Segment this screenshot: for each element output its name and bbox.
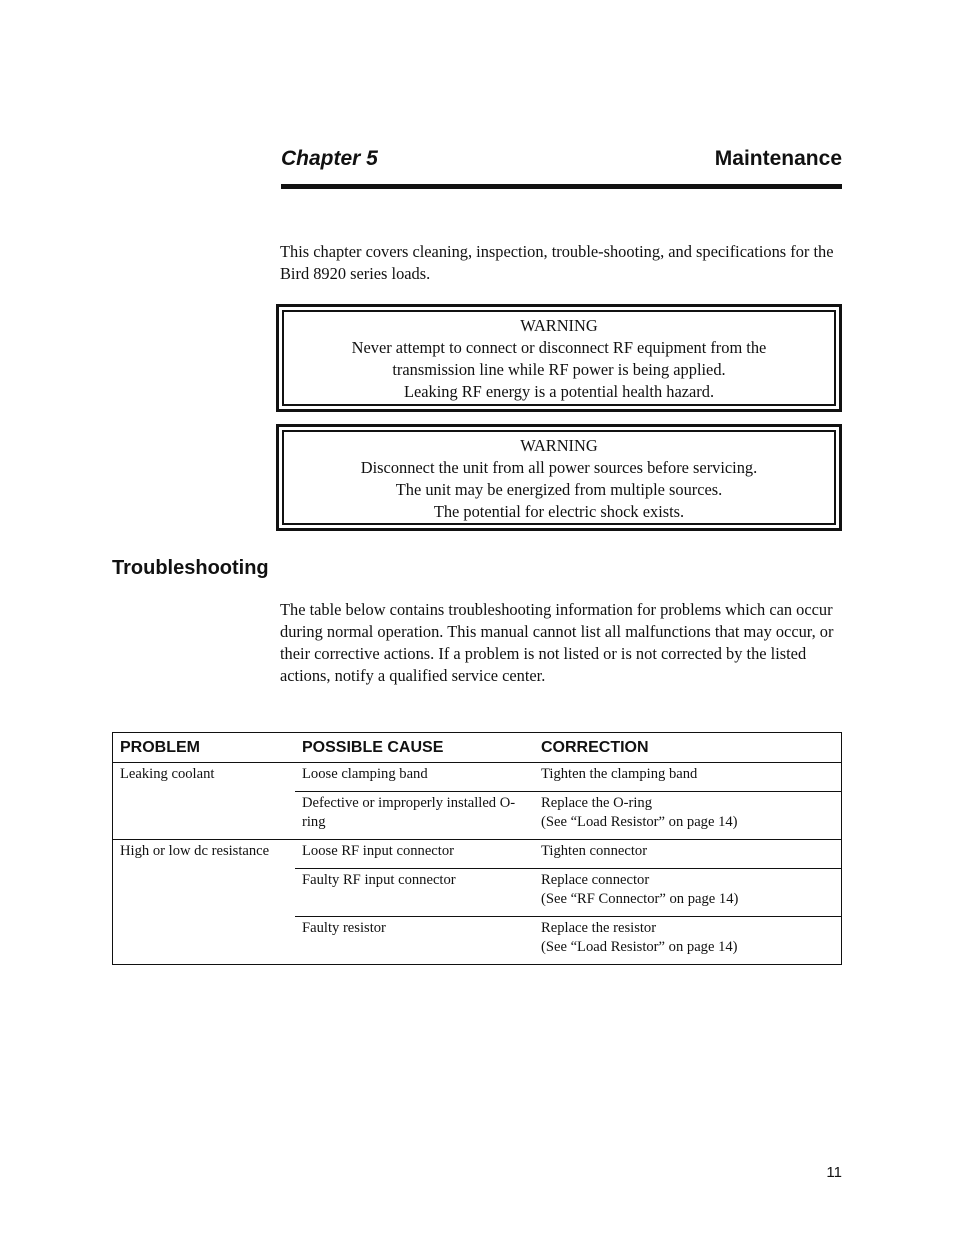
troubleshooting-paragraph: The table below contains troubleshooting information for problems which can occur during normal operation. This manual cannot list all malfunctions that may occur, or their corrective actions. If a problem is not listed or is not corrected by the listed actions, notify a qualified service center. [280,600,834,685]
chapter-header [281,147,842,189]
section-heading-troubleshooting: Troubleshooting [112,557,269,579]
warning-line: The potential for electric shock exists. [433,502,685,521]
warning-heading: WARNING [520,436,598,455]
warning-line: The unit may be energized from multiple sources. [395,480,723,499]
column-header-problem: PROBLEM [113,733,296,763]
table-header-row [113,733,842,763]
column-header-correction: CORRECTION [534,733,842,763]
warning-line: Leaking RF energy is a potential health hazard. [403,382,715,401]
correction-line: Replace the resistor [541,920,657,936]
correction-line: Tighten connector [541,843,648,859]
correction-cell [534,792,842,840]
correction-line: (See “Load Resistor” on page 14) [541,939,738,955]
problem-cell: High or low dc resistance [113,840,296,965]
cause-cell: Faulty RF input connector [295,869,534,917]
column-header-cause: POSSIBLE CAUSE [295,733,534,763]
warning-line: Disconnect the unit from all power sources before servicing. [360,458,758,477]
correction-line: (See “Load Resistor” on page 14) [541,814,738,830]
correction-cell [534,763,842,792]
correction-line: (See “RF Connector” on page 14) [541,891,739,907]
table-row [113,763,842,792]
warning-box-rf [276,304,842,412]
intro-paragraph: This chapter covers cleaning, inspection, trouble-shooting, and specifications for the Bird 8920 series loads. [280,242,834,283]
warning-line: transmission line while RF power is being applied. [392,360,726,379]
cause-cell: Loose clamping band [295,763,534,792]
table-row [113,840,842,869]
correction-cell [534,869,842,917]
correction-line: Tighten the clamping band [541,766,698,782]
correction-line: Replace connector [541,872,650,888]
cause-cell: Defective or improperly installed O-ring [295,792,534,840]
correction-cell [534,840,842,869]
page-number: 11 [826,1164,842,1181]
warning-box-shock [276,424,842,531]
cause-cell: Loose RF input connector [295,840,534,869]
troubleshooting-table [112,732,842,965]
warning-line: Never attempt to connect or disconnect RF equipment from the [351,338,767,357]
chapter-label: Chapter 5 [281,147,378,170]
problem-cell: Leaking coolant [113,763,296,840]
warning-heading: WARNING [520,316,598,335]
correction-line: Replace the O-ring [541,795,653,811]
cause-cell: Faulty resistor [295,917,534,965]
correction-cell [534,917,842,965]
chapter-title: Maintenance [714,147,842,170]
